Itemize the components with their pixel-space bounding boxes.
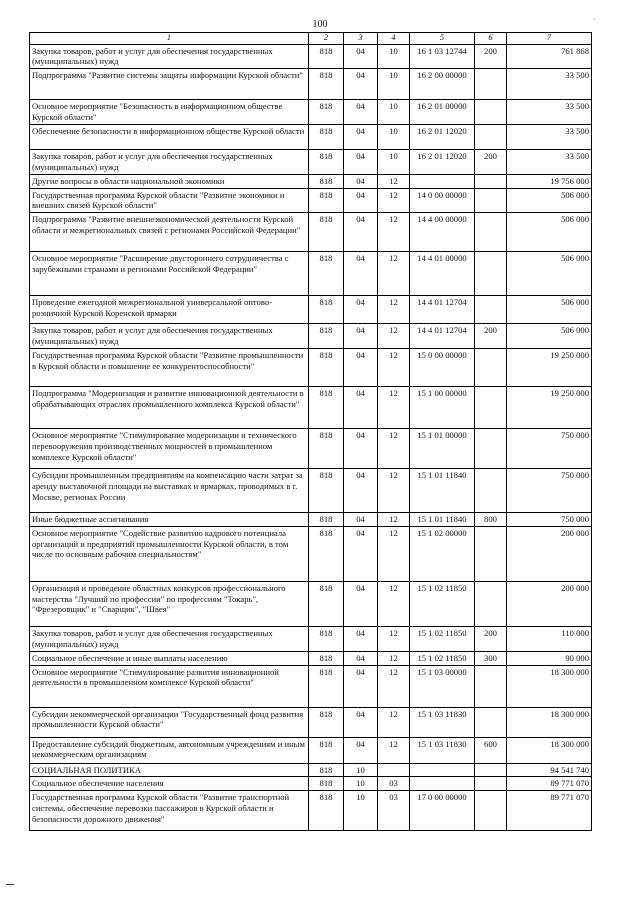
ministry-code-cell: 818 bbox=[309, 763, 344, 777]
ministry-code-cell: 818 bbox=[309, 149, 344, 174]
row-name-cell: Закупка товаров, работ и услуг для обеспечения государственных (муниципальных) нужд bbox=[30, 149, 309, 174]
expense-type-cell bbox=[475, 526, 507, 581]
subsection-code-cell: 12 bbox=[378, 707, 410, 737]
subsection-code-cell: 12 bbox=[378, 213, 410, 252]
section-code-cell: 04 bbox=[344, 737, 378, 763]
target-article-cell: 15 1 02 11850 bbox=[410, 626, 475, 651]
target-article-cell: 15 1 02 11850 bbox=[410, 651, 475, 665]
subsection-code-cell: 12 bbox=[378, 174, 410, 188]
column-header: 2 bbox=[309, 33, 344, 45]
row-name-cell: Иные бюджетные ассигнования bbox=[30, 513, 309, 527]
amount-cell: 18 300 000 bbox=[507, 665, 592, 707]
subsection-code-cell: 10 bbox=[378, 68, 410, 99]
row-name-cell: Субсидии некоммерческой организации "Государственный фонд развития промышленности Курской области" bbox=[30, 707, 309, 737]
expense-type-cell bbox=[475, 707, 507, 737]
table-row bbox=[30, 526, 592, 581]
amount-cell: 18 300 000 bbox=[507, 737, 592, 763]
section-code-cell: 04 bbox=[344, 513, 378, 527]
target-article-cell: 16 2 01 12020 bbox=[410, 124, 475, 149]
ministry-code-cell: 818 bbox=[309, 777, 344, 791]
ministry-code-cell: 818 bbox=[309, 188, 344, 212]
expense-type-cell bbox=[475, 124, 507, 149]
ministry-code-cell: 818 bbox=[309, 252, 344, 296]
expense-type-cell bbox=[475, 429, 507, 469]
ministry-code-cell: 818 bbox=[309, 387, 344, 429]
subsection-code-cell: 12 bbox=[378, 513, 410, 527]
section-code-cell: 10 bbox=[344, 791, 378, 831]
amount-cell: 33 500 bbox=[507, 149, 592, 174]
table-row bbox=[30, 777, 592, 791]
section-code-cell: 10 bbox=[344, 763, 378, 777]
row-name-cell: Предоставление субсидий бюджетным, автономным учреждениям и иным некоммерческим организациям bbox=[30, 737, 309, 763]
expense-type-cell: 800 bbox=[475, 513, 507, 527]
row-name-cell: Основное мероприятие "Содействие развитию кадрового потенциала организаций и предприятий промышленности Курской области, в том числе по основным рабочим специальностям" bbox=[30, 526, 309, 581]
expense-type-cell bbox=[475, 665, 507, 707]
table-row bbox=[30, 469, 592, 513]
ministry-code-cell: 818 bbox=[309, 44, 344, 68]
subsection-code-cell: 12 bbox=[378, 626, 410, 651]
ministry-code-cell: 818 bbox=[309, 349, 344, 387]
section-code-cell: 04 bbox=[344, 707, 378, 737]
table-row bbox=[30, 429, 592, 469]
row-name-cell: Основное мероприятие "Стимулирование развития инновационной деятельности в промышленном комплексе Курской области" bbox=[30, 665, 309, 707]
table-row bbox=[30, 707, 592, 737]
expense-type-cell bbox=[475, 387, 507, 429]
table-row bbox=[30, 626, 592, 651]
expense-type-cell bbox=[475, 252, 507, 296]
row-name-cell: Организация и проведение областных конкурсов профессионального мастерства "Лучший по профессии" по профессиям "Токарь", "Фрезеровщик" и "Сварщик", "Швея" bbox=[30, 581, 309, 626]
row-name-cell: СОЦИАЛЬНАЯ ПОЛИТИКА bbox=[30, 763, 309, 777]
row-name-cell: Государственная программа Курской области "Развитие промышленности в Курской области и повышение ее конкурентоспособности" bbox=[30, 349, 309, 387]
subsection-code-cell: 03 bbox=[378, 791, 410, 831]
ministry-code-cell: 818 bbox=[309, 174, 344, 188]
column-header: 5 bbox=[410, 33, 475, 45]
column-header: 1 bbox=[30, 33, 309, 45]
section-code-cell: 04 bbox=[344, 349, 378, 387]
expense-type-cell: 600 bbox=[475, 737, 507, 763]
row-name-cell: Субсидии промышленным предприятиям на компенсацию части затрат за аренду выставочной площади на выставках и ярмарках, проводимых в г. Москве, регионах России bbox=[30, 469, 309, 513]
section-code-cell: 04 bbox=[344, 44, 378, 68]
target-article-cell: 15 1 03 00000 bbox=[410, 665, 475, 707]
ministry-code-cell: 818 bbox=[309, 213, 344, 252]
amount-cell: 506 000 bbox=[507, 252, 592, 296]
target-article-cell: 16 1 03 12744 bbox=[410, 44, 475, 68]
table-row bbox=[30, 44, 592, 68]
table-row bbox=[30, 349, 592, 387]
subsection-code-cell: 12 bbox=[378, 296, 410, 324]
column-header: 7 bbox=[507, 33, 592, 45]
expense-type-cell bbox=[475, 296, 507, 324]
amount-cell: 200 000 bbox=[507, 526, 592, 581]
section-code-cell: 04 bbox=[344, 626, 378, 651]
amount-cell: 19 756 000 bbox=[507, 174, 592, 188]
section-code-cell: 04 bbox=[344, 429, 378, 469]
row-name-cell: Основное мероприятие "Расширение двустороннего сотрудничества с зарубежными странами и регионами Российской Федерации" bbox=[30, 252, 309, 296]
subsection-code-cell: 12 bbox=[378, 737, 410, 763]
subsection-code-cell: 12 bbox=[378, 665, 410, 707]
subsection-code-cell: 10 bbox=[378, 99, 410, 124]
ministry-code-cell: 818 bbox=[309, 581, 344, 626]
subsection-code-cell: 12 bbox=[378, 526, 410, 581]
section-code-cell: 04 bbox=[344, 581, 378, 626]
expense-type-cell: 200 bbox=[475, 324, 507, 349]
subsection-code-cell: 12 bbox=[378, 349, 410, 387]
section-code-cell: 04 bbox=[344, 149, 378, 174]
amount-cell: 750 000 bbox=[507, 513, 592, 527]
amount-cell: 506 000 bbox=[507, 188, 592, 212]
expense-type-cell bbox=[475, 581, 507, 626]
row-name-cell: Основное мероприятие "Безопасность в информационном обществе Курской области" bbox=[30, 99, 309, 124]
amount-cell: 506 000 bbox=[507, 296, 592, 324]
table-row bbox=[30, 581, 592, 626]
section-code-cell: 04 bbox=[344, 651, 378, 665]
expense-type-cell bbox=[475, 469, 507, 513]
target-article-cell: 15 1 01 00000 bbox=[410, 429, 475, 469]
subsection-code-cell: 10 bbox=[378, 44, 410, 68]
table-row bbox=[30, 174, 592, 188]
target-article-cell: 15 1 01 11840 bbox=[410, 469, 475, 513]
amount-cell: 761 868 bbox=[507, 44, 592, 68]
section-code-cell: 04 bbox=[344, 324, 378, 349]
row-name-cell: Закупка товаров, работ и услуг для обеспечения государственных (муниципальных) нужд bbox=[30, 626, 309, 651]
section-code-cell: 04 bbox=[344, 213, 378, 252]
amount-cell: 506 000 bbox=[507, 324, 592, 349]
target-article-cell: 15 1 02 00000 bbox=[410, 526, 475, 581]
expense-type-cell bbox=[475, 99, 507, 124]
expense-type-cell bbox=[475, 791, 507, 831]
target-article-cell: 14 0 00 00000 bbox=[410, 188, 475, 212]
target-article-cell: 15 1 02 11850 bbox=[410, 581, 475, 626]
table-row bbox=[30, 99, 592, 124]
expense-type-cell: 300 bbox=[475, 651, 507, 665]
row-name-cell: Другие вопросы в области национальной экономики bbox=[30, 174, 309, 188]
ministry-code-cell: 818 bbox=[309, 68, 344, 99]
table-body bbox=[30, 44, 592, 831]
row-name-cell: Закупка товаров, работ и услуг для обеспечения государственных (муниципальных) нужд bbox=[30, 324, 309, 349]
ministry-code-cell: 818 bbox=[309, 707, 344, 737]
section-code-cell: 04 bbox=[344, 252, 378, 296]
ministry-code-cell: 818 bbox=[309, 526, 344, 581]
subsection-code-cell: 12 bbox=[378, 324, 410, 349]
ministry-code-cell: 818 bbox=[309, 296, 344, 324]
amount-cell: 110 000 bbox=[507, 626, 592, 651]
expense-type-cell bbox=[475, 174, 507, 188]
amount-cell: 89 771 070 bbox=[507, 777, 592, 791]
row-name-cell: Государственная программа Курской области "Развитие экономики и внешних связей Курской области" bbox=[30, 188, 309, 212]
expense-type-cell bbox=[475, 188, 507, 212]
amount-cell: 506 000 bbox=[507, 213, 592, 252]
row-name-cell: Подпрограмма "Развитие внешнеэкономической деятельности Курской области и межрегиональных связей с регионами Российской Федерации" bbox=[30, 213, 309, 252]
target-article-cell: 15 1 01 11840 bbox=[410, 513, 475, 527]
ministry-code-cell: 818 bbox=[309, 791, 344, 831]
amount-cell: 90 000 bbox=[507, 651, 592, 665]
row-name-cell: Подпрограмма "Модернизация и развитие инновационной деятельности в обрабатывающих отраслях промышленного комплекса Курской области" bbox=[30, 387, 309, 429]
expense-type-cell bbox=[475, 763, 507, 777]
corner-mark: · bbox=[593, 14, 596, 24]
amount-cell: 19 250 000 bbox=[507, 349, 592, 387]
table-row bbox=[30, 651, 592, 665]
subsection-code-cell: 12 bbox=[378, 429, 410, 469]
subsection-code-cell: 12 bbox=[378, 581, 410, 626]
section-code-cell: 10 bbox=[344, 777, 378, 791]
subsection-code-cell: 10 bbox=[378, 149, 410, 174]
target-article-cell: 15 0 00 00000 bbox=[410, 349, 475, 387]
row-name-cell: Закупка товаров, работ и услуг для обеспечения государственных (муниципальных) нужд bbox=[30, 44, 309, 68]
subsection-code-cell: 10 bbox=[378, 124, 410, 149]
amount-cell: 89 771 070 bbox=[507, 791, 592, 831]
target-article-cell: 14 4 01 00000 bbox=[410, 252, 475, 296]
table-row bbox=[30, 124, 592, 149]
target-article-cell: 16 2 01 12020 bbox=[410, 149, 475, 174]
target-article-cell: 15 1 03 11830 bbox=[410, 737, 475, 763]
section-code-cell: 04 bbox=[344, 469, 378, 513]
row-name-cell: Основное мероприятие "Стимулирование модернизации и технического перевооружения производственных мощностей в промышленном комплексе Курской области" bbox=[30, 429, 309, 469]
amount-cell: 18 300 000 bbox=[507, 707, 592, 737]
section-code-cell: 04 bbox=[344, 124, 378, 149]
column-header: 4 bbox=[378, 33, 410, 45]
amount-cell: 19 250 000 bbox=[507, 387, 592, 429]
amount-cell: 200 000 bbox=[507, 581, 592, 626]
column-header: 3 bbox=[344, 33, 378, 45]
budget-table bbox=[29, 32, 592, 831]
target-article-cell: 17 0 00 00000 bbox=[410, 791, 475, 831]
target-article-cell bbox=[410, 174, 475, 188]
expense-type-cell: 200 bbox=[475, 149, 507, 174]
subsection-code-cell bbox=[378, 763, 410, 777]
subsection-code-cell: 03 bbox=[378, 777, 410, 791]
table-row bbox=[30, 791, 592, 831]
ministry-code-cell: 818 bbox=[309, 124, 344, 149]
expense-type-cell bbox=[475, 68, 507, 99]
ministry-code-cell: 818 bbox=[309, 429, 344, 469]
row-name-cell: Государственная программа Курской области "Развитие транспортной системы, обеспечение перевозки пассажиров в Курской области и безопасности дорожного движения" bbox=[30, 791, 309, 831]
table-row bbox=[30, 665, 592, 707]
expense-type-cell bbox=[475, 213, 507, 252]
expense-type-cell bbox=[475, 777, 507, 791]
table-row bbox=[30, 737, 592, 763]
subsection-code-cell: 12 bbox=[378, 651, 410, 665]
amount-cell: 33 500 bbox=[507, 124, 592, 149]
ministry-code-cell: 818 bbox=[309, 513, 344, 527]
page-number: 100 bbox=[312, 19, 328, 30]
row-name-cell: Социальное обеспечение и иные выплаты населению bbox=[30, 651, 309, 665]
section-code-cell: 04 bbox=[344, 188, 378, 212]
expense-type-cell bbox=[475, 349, 507, 387]
table-row bbox=[30, 513, 592, 527]
ministry-code-cell: 818 bbox=[309, 469, 344, 513]
target-article-cell: 16 2 01 00000 bbox=[410, 99, 475, 124]
table-row bbox=[30, 324, 592, 349]
table-row bbox=[30, 213, 592, 252]
table-row bbox=[30, 188, 592, 212]
ministry-code-cell: 818 bbox=[309, 324, 344, 349]
row-name-cell: Обеспечение безопасности в информационном обществе Курской области bbox=[30, 124, 309, 149]
ministry-code-cell: 818 bbox=[309, 651, 344, 665]
table-row bbox=[30, 763, 592, 777]
header-row bbox=[30, 33, 592, 45]
ministry-code-cell: 818 bbox=[309, 99, 344, 124]
target-article-cell: 16 2 00 00000 bbox=[410, 68, 475, 99]
ministry-code-cell: 818 bbox=[309, 665, 344, 707]
amount-cell: 750 000 bbox=[507, 429, 592, 469]
row-name-cell: Социальное обеспечение населения bbox=[30, 777, 309, 791]
table-row bbox=[30, 252, 592, 296]
amount-cell: 33 500 bbox=[507, 99, 592, 124]
table-row bbox=[30, 68, 592, 99]
target-article-cell bbox=[410, 777, 475, 791]
edge-mark bbox=[6, 884, 14, 885]
expense-type-cell: 200 bbox=[475, 44, 507, 68]
target-article-cell: 15 1 00 00000 bbox=[410, 387, 475, 429]
table-row bbox=[30, 149, 592, 174]
target-article-cell bbox=[410, 763, 475, 777]
row-name-cell: Подпрограмма "Развитие системы защиты информации Курской области" bbox=[30, 68, 309, 99]
subsection-code-cell: 12 bbox=[378, 252, 410, 296]
target-article-cell: 14 4 00 00000 bbox=[410, 213, 475, 252]
section-code-cell: 04 bbox=[344, 68, 378, 99]
amount-cell: 33 500 bbox=[507, 68, 592, 99]
subsection-code-cell: 12 bbox=[378, 188, 410, 212]
target-article-cell: 14 4 01 12704 bbox=[410, 296, 475, 324]
expense-type-cell: 200 bbox=[475, 626, 507, 651]
subsection-code-cell: 12 bbox=[378, 387, 410, 429]
table-row bbox=[30, 387, 592, 429]
section-code-cell: 04 bbox=[344, 665, 378, 707]
row-name-cell: Проведение ежегодной межрегиональной универсальной оптово-розничной Курской Коренской ярмарки bbox=[30, 296, 309, 324]
ministry-code-cell: 818 bbox=[309, 737, 344, 763]
section-code-cell: 04 bbox=[344, 526, 378, 581]
table-row bbox=[30, 296, 592, 324]
section-code-cell: 04 bbox=[344, 296, 378, 324]
section-code-cell: 04 bbox=[344, 174, 378, 188]
section-code-cell: 04 bbox=[344, 387, 378, 429]
amount-cell: 750 000 bbox=[507, 469, 592, 513]
target-article-cell: 15 1 03 11830 bbox=[410, 707, 475, 737]
subsection-code-cell: 12 bbox=[378, 469, 410, 513]
section-code-cell: 04 bbox=[344, 99, 378, 124]
ministry-code-cell: 818 bbox=[309, 626, 344, 651]
amount-cell: 94 541 740 bbox=[507, 763, 592, 777]
target-article-cell: 14 4 01 12704 bbox=[410, 324, 475, 349]
column-header: 6 bbox=[475, 33, 507, 45]
